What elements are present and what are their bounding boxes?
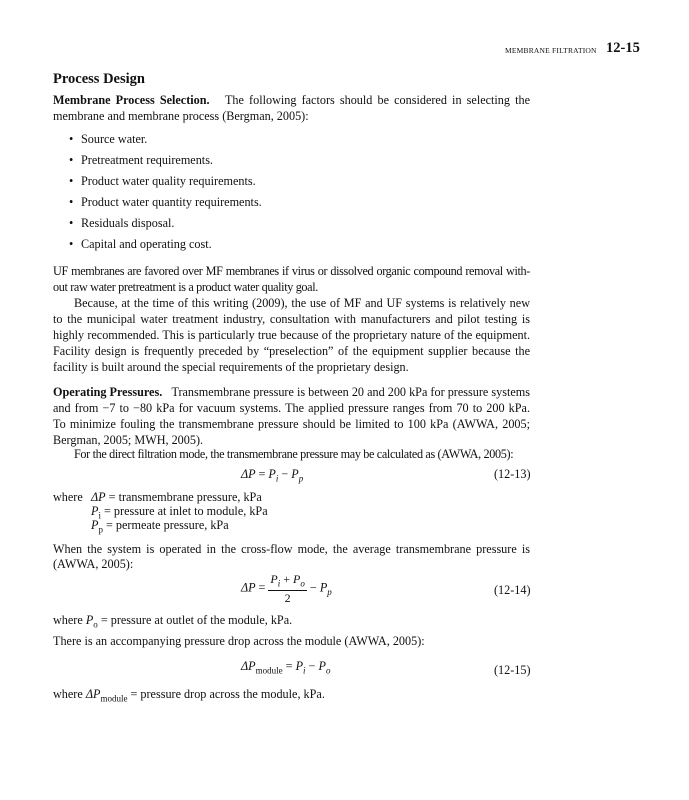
bullet-item xyxy=(69,215,175,231)
equation-number-12-14: (12-14) xyxy=(494,583,531,597)
selection-heading: Membrane Process Selection. xyxy=(53,93,210,107)
because-paragraph-line-5: facility is built around the special requirements of the proprietary design. xyxy=(53,360,409,374)
running-header-title: MEMBRANE FILTRATION xyxy=(505,46,597,55)
bullet-marker: • xyxy=(69,195,74,209)
where-label: where xyxy=(53,490,83,504)
where-definition-row: $P_p$ = permeate pressure, kPa xyxy=(91,518,229,535)
equation-12-13: $\Delta P = P_i - P_p$ xyxy=(241,467,304,484)
where-outlet-line: where $P_o$ = pressure at outlet of the module, kPa. xyxy=(53,613,293,630)
uf-paragraph-line-1: UF membranes are favored over MF membranes if virus or dissolved organic compound removal with- xyxy=(53,264,530,278)
because-paragraph-line-3: highly recommended. This is particularly true because of the proprietary nature of the equipment. xyxy=(53,328,530,342)
operating-text-1: Transmembrane pressure is between 20 and 200 kPa for pressure systems xyxy=(171,385,530,399)
equation-12-15: $\Delta P_{module} = P_i - P_o$ xyxy=(241,659,331,676)
bullet-marker: • xyxy=(69,132,74,146)
bullet-item xyxy=(69,194,262,210)
operating-paragraph-line-2: and from −7 to −80 kPa for vacuum systems. The applied pressure ranges from 70 to 200 kPa. xyxy=(53,401,530,415)
selection-paragraph-line-2: membrane and membrane process (Bergman, 2005): xyxy=(53,109,309,123)
pressure-drop-line: There is an accompanying pressure drop across the module (AWWA, 2005): xyxy=(53,634,425,648)
bullet-marker: • xyxy=(69,237,74,251)
bullet-marker: • xyxy=(69,174,74,188)
bullet-marker: • xyxy=(69,153,74,167)
uf-paragraph-line-2: out raw water pretreatment is a product water quality goal. xyxy=(53,280,318,294)
because-paragraph-line-4: Facility design is frequently preceded by “preselection” of the equipment supplier because the xyxy=(53,344,530,358)
bullet-item xyxy=(69,236,212,252)
direct-filtration-line: For the direct filtration mode, the transmembrane pressure may be calculated as (AWWA, 2005): xyxy=(74,447,514,461)
where-definition-row: $P_i$ = pressure at inlet to module, kPa xyxy=(91,504,268,521)
because-paragraph-line-2: to the municipal water treatment industry, consultation with manufacturers and pilot testing is xyxy=(53,312,530,326)
where-module-line: where $\Delta P_{module}$ = pressure drop across the module, kPa. xyxy=(53,687,325,704)
bullet-marker: • xyxy=(69,216,74,230)
equation-12-14: ΔP = $\frac{P_i + P_o}{2}$ − $P_p$ xyxy=(241,572,332,606)
bullet-text: Product water quality requirements. xyxy=(81,174,256,188)
crossflow-paragraph-line-2: (AWWA, 2005): xyxy=(53,557,134,571)
operating-paragraph-line-3: To minimize fouling the transmembrane pressure should be limited to 100 kPa (AWWA, 2005; xyxy=(53,417,530,431)
bullet-text: Residuals disposal. xyxy=(81,216,175,230)
bullet-text: Pretreatment requirements. xyxy=(81,153,213,167)
crossflow-paragraph-line-1: When the system is operated in the cross-flow mode, the average transmembrane pressure is xyxy=(53,542,530,556)
page-number: 12-15 xyxy=(606,40,640,56)
section-title: Process Design xyxy=(53,71,145,87)
selection-text-1: The following factors should be considered in selecting the xyxy=(224,93,531,107)
because-paragraph-line-1: Because, at the time of this writing (2009), the use of MF and UF systems is relatively new xyxy=(74,296,530,310)
equation-number-12-15: (12-15) xyxy=(494,663,531,677)
where-definition-row: ΔP = transmembrane pressure, kPa xyxy=(91,490,262,504)
bullet-item xyxy=(69,173,256,189)
operating-paragraph-line-1 xyxy=(53,384,530,400)
equation-fraction: $\frac{P_i + P_o}{2}$ xyxy=(270,572,305,606)
equation-number-12-13: (12-13) xyxy=(494,467,531,481)
bullet-text: Capital and operating cost. xyxy=(81,237,212,251)
bullet-text: Product water quantity requirements. xyxy=(81,195,262,209)
bullet-text: Source water. xyxy=(81,132,148,146)
operating-paragraph-line-4: Bergman, 2005; MWH, 2005). xyxy=(53,433,204,447)
bullet-item xyxy=(69,131,148,147)
operating-heading: Operating Pressures. xyxy=(53,385,163,399)
bullet-item xyxy=(69,152,213,168)
selection-paragraph-line-1 xyxy=(53,92,530,108)
